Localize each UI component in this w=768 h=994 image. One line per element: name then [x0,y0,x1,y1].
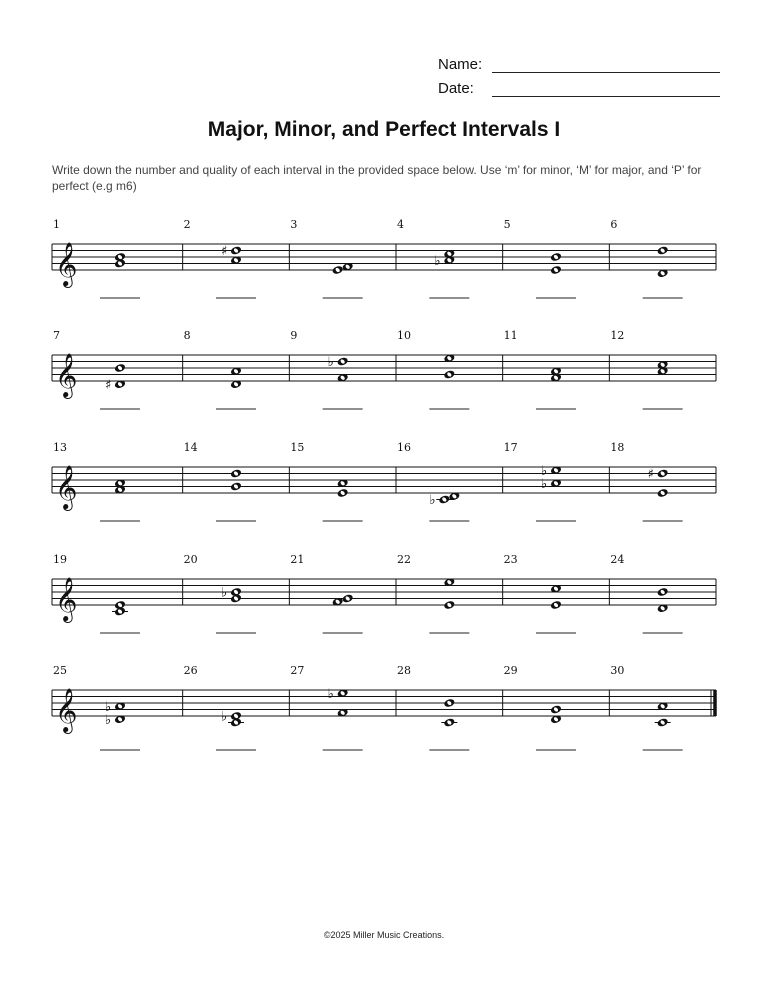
measure-number: 28 [397,664,411,677]
measure-number: 14 [183,441,198,454]
measure-number: 2 [183,218,191,231]
measure-number: 7 [53,329,60,342]
measure-number: 9 [290,329,298,342]
name-label: Name: [438,56,483,73]
measure-number: 23 [503,553,518,566]
measure-number: 25 [53,664,67,677]
measure-number: 21 [290,553,305,566]
sharp-icon: ♯ [221,244,228,259]
flat-icon: ♭ [429,493,436,508]
measure-number: 12 [610,329,625,342]
flat-icon: ♭ [541,463,548,479]
date-label: Date: [438,80,474,97]
sharp-icon: ♯ [105,377,112,393]
treble-clef-icon: 𝄞 [55,353,78,397]
treble-clef-icon: 𝄞 [55,688,78,732]
measure-number: 10 [397,329,411,342]
flat-icon: ♭ [327,355,334,370]
measure-number: 13 [53,441,67,454]
flat-icon: ♭ [105,712,112,728]
measure-number: 3 [290,218,298,231]
copyright-footer: ©2025 Miller Music Creations. [323,930,445,940]
measure-number: 4 [397,218,404,231]
measure-number: 15 [290,441,305,454]
measure-number: 6 [610,218,618,231]
treble-clef-icon: 𝄞 [55,465,78,509]
flat-icon: ♭ [105,699,112,715]
measure-number: 24 [610,553,625,566]
measure-number: 20 [183,553,198,566]
sharp-icon: ♯ [647,467,654,482]
page-title: Major, Minor, and Perfect Intervals I [207,118,561,141]
measure-number: 1 [53,218,60,231]
measure-number: 27 [290,664,305,677]
flat-icon: ♭ [541,476,548,492]
measure-number: 18 [610,441,625,454]
measure-number: 30 [610,664,625,677]
measure-number: 16 [397,441,411,454]
flat-icon: ♭ [221,585,228,601]
measure-number: 19 [53,553,67,566]
measure-number: 8 [183,329,191,342]
flat-icon: ♭ [434,253,441,269]
treble-clef-icon: 𝄞 [55,242,78,286]
instructions: Write down the number and quality of each interval in the provided space below. Use ‘m’ for minor, ‘M’ for major, and ‘P’ for perfect (e.g m6) [52,163,702,193]
measure-number: 11 [503,329,518,342]
measure-number: 29 [503,664,518,677]
measure-number: 26 [183,664,198,677]
measure-number: 17 [503,441,518,454]
measure-number: 22 [397,553,411,566]
measure-number: 5 [503,218,511,231]
flat-icon: ♭ [327,686,334,702]
treble-clef-icon: 𝄞 [55,577,78,621]
flat-icon: ♭ [221,709,228,725]
